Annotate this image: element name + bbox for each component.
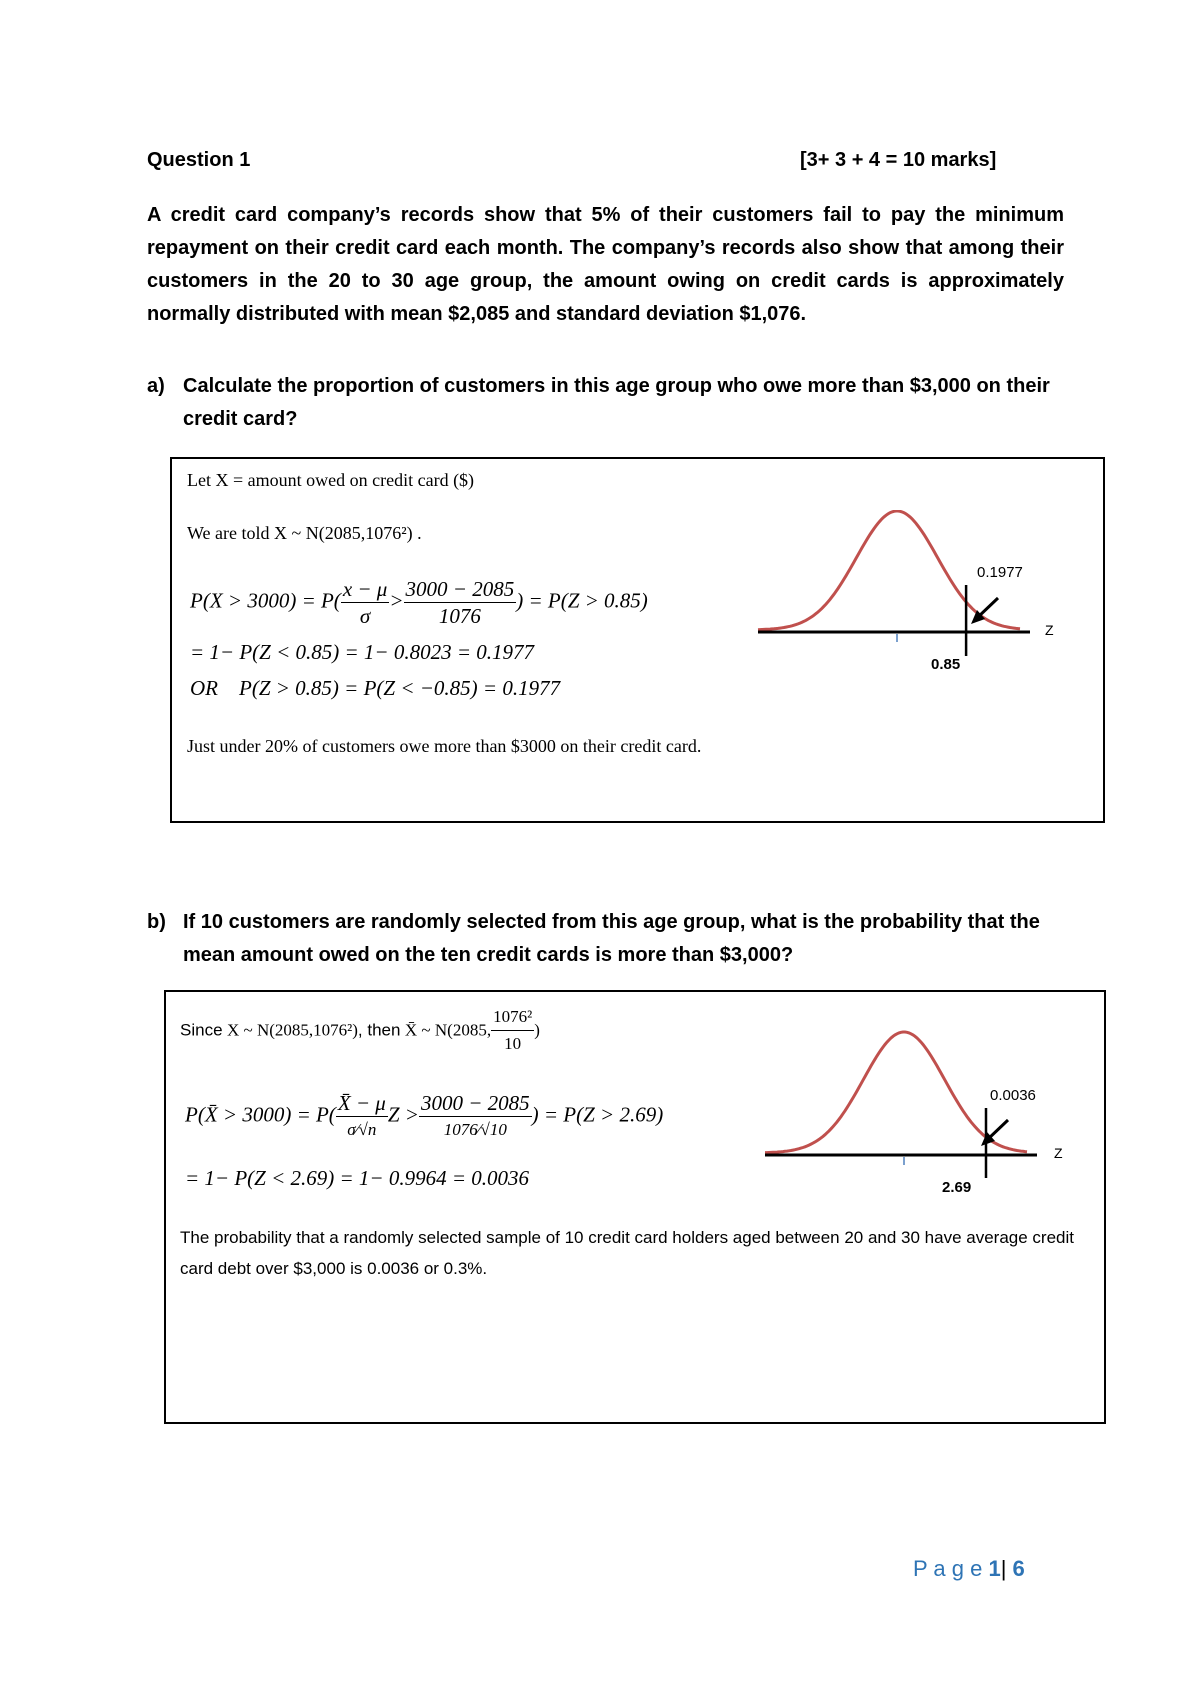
- part-b-eq1-frac-2-den: 1076⁄√10: [443, 1120, 507, 1139]
- part-a-axis-label: Z: [1045, 622, 1054, 638]
- part-a-told: We are told X ~ N(2085,1076²) .: [187, 523, 422, 543]
- part-b-then-math: X̄ ~ N(2085,: [404, 1020, 492, 1040]
- part-b-since: [180, 1004, 540, 1057]
- part-b-equation-2: = 1− P(Z < 2.69) = 1− 0.9964 = 0.0036: [185, 1166, 530, 1190]
- part-a-eq1-rhs: ) = P(Z > 0.85): [516, 588, 648, 613]
- part-a-equation-2: = 1− P(Z < 0.85) = 1− 0.8023 = 0.1977: [190, 640, 535, 664]
- part-b-then-frac: [491, 1004, 534, 1057]
- part-a-equation-1: [190, 576, 648, 629]
- part-b-eq1-mid: Z >: [387, 1102, 419, 1127]
- part-a-eq3-body: P(Z > 0.85) = P(Z < −0.85) = 0.1977: [239, 676, 561, 700]
- part-a-eq3-or: OR: [190, 676, 218, 700]
- question-marks: [3+ 3 + 4 = 10 marks]: [800, 149, 997, 171]
- footer-separator: |: [1000, 1556, 1007, 1581]
- footer-page-number: 1: [988, 1556, 1001, 1581]
- page-footer: [913, 1556, 1025, 1582]
- part-a-eq1-frac-1: [341, 576, 390, 629]
- part-b-then-num: 1076²: [491, 1004, 534, 1031]
- part-a-eq1-frac-2-den: 1076: [438, 604, 481, 628]
- question-intro: A credit card company’s records show that 5% of their customers fail to pay the minimum repayment on their credit card each month. The company’s records also show that among their customers in the 20 to 30 age group, the amount owing on credit cards is approximately normally distributed with mean $2,085 and standard deviation $1,076.: [147, 204, 1064, 325]
- part-a-area-label: 0.1977: [977, 564, 1023, 581]
- part-a-eq1-gt: >: [389, 588, 404, 613]
- part-a-eq1-frac-2: [404, 576, 517, 629]
- part-b-question: If 10 customers are randomly selected from this age group, what is the probability that the mean amount owed on the ten credit cards is more than $3,000?: [183, 911, 1040, 966]
- part-a-label: a): [147, 375, 165, 397]
- part-a-question: Calculate the proportion of customers in this age group who owe more than $3,000 on their credit card?: [183, 375, 1050, 430]
- part-b-eq1-frac-2-num: 3000 − 2085: [420, 1091, 530, 1115]
- part-b-area-label: 0.0036: [990, 1087, 1036, 1104]
- part-b-equation-1: [185, 1090, 663, 1143]
- part-b-since-math: X ~ N(2085,1076²): [226, 1020, 358, 1040]
- part-b-normal-curve-graph: [762, 1030, 1087, 1202]
- part-a-eq1-lhs: P(X > 3000) = P(: [190, 588, 341, 613]
- part-b-eq1-lhs: P(X̄ > 3000) = P(: [185, 1102, 336, 1127]
- part-b-eq1-frac-1-num: X̄ − μ: [337, 1091, 386, 1115]
- part-b-conclusion: The probability that a randomly selected sample of 10 credit card holders aged between 20 and 30 have average credit card debt over $3,000 is 0.0036 or 0.3%.: [180, 1228, 1074, 1278]
- question-title: Question 1: [147, 149, 251, 171]
- part-a-let: Let X = amount owed on credit card ($): [187, 470, 475, 490]
- part-a-conclusion: Just under 20% of customers owe more than $3000 on their credit card.: [187, 736, 702, 756]
- part-b-then-den: 10: [504, 1034, 522, 1053]
- part-a-eq1-frac-1-den: σ: [359, 604, 371, 628]
- part-b-label: b): [147, 911, 166, 933]
- part-a-z-label: 0.85: [931, 656, 961, 673]
- footer-page-word: P a g e: [913, 1556, 983, 1581]
- part-a-eq1-frac-2-num: 3000 − 2085: [405, 577, 515, 601]
- part-b-then-word: , then: [357, 1020, 401, 1040]
- part-b-then-close: ): [534, 1020, 540, 1040]
- part-b-eq1-rhs: ) = P(Z > 2.69): [531, 1102, 664, 1127]
- part-b-axis-label: Z: [1054, 1145, 1063, 1161]
- part-a-eq1-frac-1-num: x − μ: [342, 577, 388, 601]
- part-b-eq1-frac-1: [336, 1090, 388, 1143]
- part-a-equation-3: [190, 676, 560, 701]
- part-b-eq1-frac-2: [419, 1090, 532, 1143]
- part-a-normal-curve-graph: [755, 510, 1080, 680]
- part-b-eq1-frac-1-den: σ⁄√n: [347, 1120, 377, 1139]
- footer-page-total: 6: [1012, 1556, 1025, 1581]
- part-b-since-word: Since: [180, 1020, 223, 1040]
- part-b-z-label: 2.69: [942, 1179, 972, 1196]
